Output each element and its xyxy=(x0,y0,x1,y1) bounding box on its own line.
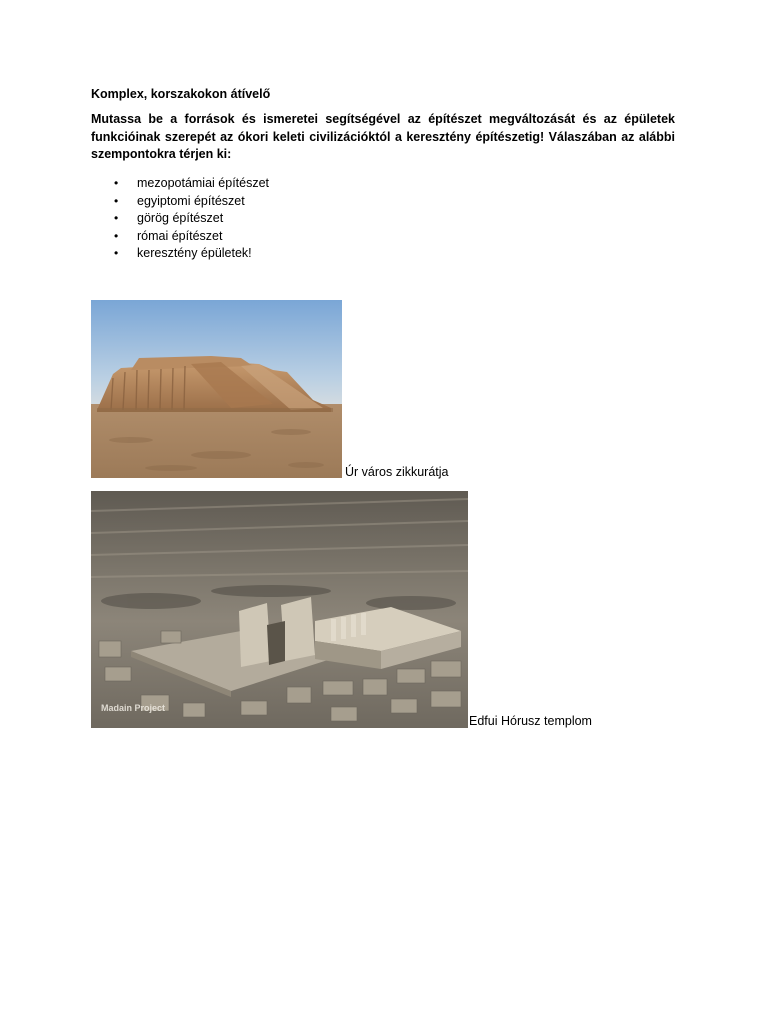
list-item xyxy=(91,175,269,193)
bullet-icon: • xyxy=(114,211,119,226)
aspect-list xyxy=(91,175,269,263)
list-item-label: görög építészet xyxy=(137,211,224,226)
list-item xyxy=(91,228,269,246)
figure-caption: Edfui Hórusz templom xyxy=(469,714,592,728)
svg-text:Madain Project: Madain Project xyxy=(101,703,166,713)
bullet-icon: • xyxy=(114,193,119,208)
ziggurat-photo xyxy=(91,300,342,478)
temple-photo xyxy=(91,491,468,728)
bullet-icon: • xyxy=(114,176,119,190)
list-item-label: mezopotámiai építészet xyxy=(137,176,270,190)
task-paragraph: Mutassa be a források és ismeretei segítségével az építészet megváltozását és az épületek funkcióinak szerepét az ókori keleti civilizációktól a keresztény építészetig! Válaszában az alábbi szempontokra térjen ki: xyxy=(91,112,675,161)
list-item-label: egyiptomi építészet xyxy=(137,193,245,208)
list-item-label: keresztény épületek! xyxy=(137,246,252,261)
list-item xyxy=(91,245,269,263)
list-item xyxy=(91,193,269,211)
document-heading: Komplex, korszakokon átívelő xyxy=(91,87,271,101)
list-item-label: római építészet xyxy=(137,228,223,243)
figure-caption: Úr város zikkurátja xyxy=(345,465,449,479)
bullet-icon: • xyxy=(114,246,119,261)
list-item xyxy=(91,210,269,228)
bullet-icon: • xyxy=(114,228,119,243)
